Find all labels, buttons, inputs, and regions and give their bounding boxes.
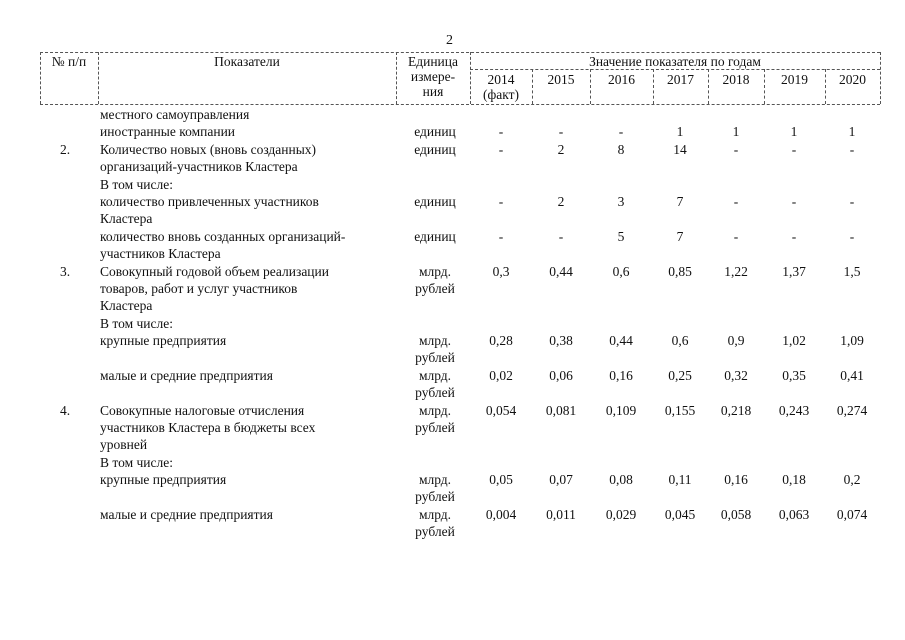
row-indicator-line: количество привлеченных участников [100, 194, 319, 209]
row-value: - [498, 142, 504, 157]
row-value: 0,081 [545, 403, 577, 418]
row-unit-line: млрд. [418, 403, 452, 418]
page-number: 2 [446, 33, 453, 48]
row-unit [400, 367, 470, 401]
row-value: - [498, 194, 504, 209]
header-unit-line: измере- [410, 69, 456, 84]
row-indicator [100, 123, 395, 140]
row-indicator-line: участников Кластера в бюджеты всех [100, 420, 316, 435]
row-value: 0,41 [840, 368, 864, 383]
row-value: 7 [676, 194, 684, 209]
row-number: 2. [60, 142, 71, 157]
row-indicator [100, 471, 395, 488]
row-unit [400, 471, 470, 505]
row-value: 1 [676, 124, 684, 139]
row-indicator-line: В том числе: [100, 177, 173, 192]
row-value: 0,063 [778, 507, 810, 522]
row-value: 0,6 [612, 264, 630, 279]
row-indicator-line: В том числе: [100, 455, 173, 470]
row-value: 7 [676, 229, 684, 244]
row-value: 0,85 [668, 264, 692, 279]
row-value: 0,16 [609, 368, 633, 383]
row-unit-line: рублей [415, 524, 455, 539]
row-unit-line: млрд. [418, 368, 452, 383]
row-indicator [100, 263, 395, 314]
row-indicator [100, 176, 395, 193]
row-indicator-line: Совокупный годовой объем реализации [100, 264, 329, 279]
row-value: 2 [557, 194, 565, 209]
row-value: 1,5 [843, 264, 861, 279]
row-unit-line: млрд. [418, 333, 452, 348]
header-num: № п/п [51, 54, 87, 69]
row-value: 0,243 [778, 403, 810, 418]
row-indicator-line: крупные предприятия [100, 333, 227, 348]
row-value: - [791, 142, 797, 157]
row-unit [400, 193, 470, 210]
row-unit [400, 141, 470, 158]
row-value: 0,004 [485, 507, 517, 522]
row-unit-line: единиц [414, 142, 456, 157]
row-unit-line: рублей [415, 385, 455, 400]
row-indicator [100, 193, 395, 227]
row-indicator-line: малые и средние предприятия [100, 368, 273, 383]
row-unit-line: единиц [414, 194, 456, 209]
row-value: - [558, 229, 564, 244]
row-indicator-line: крупные предприятия [100, 472, 227, 487]
row-value: 0,25 [668, 368, 692, 383]
row-value: - [498, 229, 504, 244]
row-value: 1 [732, 124, 740, 139]
row-value: - [618, 124, 624, 139]
row-value: - [733, 194, 739, 209]
row-value: - [849, 194, 855, 209]
row-value: 1,22 [724, 264, 748, 279]
row-unit-line: млрд. [418, 472, 452, 487]
row-value: 0,08 [609, 472, 633, 487]
row-value: - [791, 194, 797, 209]
row-value: 0,28 [489, 333, 513, 348]
header-year: 2016 [608, 72, 635, 87]
row-unit-line: единиц [414, 229, 456, 244]
row-indicator [100, 454, 395, 471]
row-unit [400, 332, 470, 366]
row-value: 0,2 [843, 472, 861, 487]
header-year-note: (факт) [482, 87, 519, 102]
row-value: 14 [673, 142, 687, 157]
row-value: 0,07 [549, 472, 573, 487]
row-value: - [849, 229, 855, 244]
row-value: 0,045 [664, 507, 696, 522]
row-value: 0,11 [668, 472, 692, 487]
row-number: 3. [60, 264, 71, 279]
row-indicator-line: организаций-участников Кластера [100, 159, 298, 174]
row-indicator [100, 228, 395, 262]
row-value: - [849, 142, 855, 157]
row-value: 0,074 [836, 507, 868, 522]
row-indicator [100, 506, 395, 523]
header-unit-line: ния [422, 84, 444, 99]
header-unit-line: Единица [407, 54, 458, 69]
row-value: 1,09 [840, 333, 864, 348]
row-indicator-line: участников Кластера [100, 246, 221, 261]
row-unit [400, 123, 470, 140]
header-year: 2018 [722, 72, 750, 87]
row-indicator-line: Количество новых (вновь созданных) [100, 142, 317, 157]
row-value: 0,058 [720, 507, 752, 522]
row-value: 0,054 [485, 403, 517, 418]
row-value: - [498, 124, 504, 139]
row-value: 0,02 [489, 368, 513, 383]
row-value: - [558, 124, 564, 139]
row-indicator [100, 367, 395, 384]
row-value: 0,32 [724, 368, 748, 383]
header-unit [396, 54, 470, 99]
row-value: 3 [617, 194, 625, 209]
row-value: - [733, 142, 739, 157]
row-indicator-line: В том числе: [100, 316, 173, 331]
row-unit-line: рублей [415, 420, 455, 435]
header-year [470, 72, 532, 102]
row-unit [400, 263, 470, 297]
row-value: 0,9 [727, 333, 745, 348]
row-indicator-line: товаров, работ и услуг участников [100, 281, 298, 296]
rule-header-bottom [40, 104, 880, 105]
row-value: 5 [617, 229, 625, 244]
row-indicator-line: местного самоуправления [100, 107, 250, 122]
row-indicator-line: уровней [100, 437, 148, 452]
row-indicator-line: иностранные компании [100, 124, 236, 139]
row-value: - [791, 229, 797, 244]
row-unit-line: рублей [415, 350, 455, 365]
row-indicator [100, 106, 395, 123]
row-indicator-line: Кластера [100, 298, 153, 313]
row-value: 0,06 [549, 368, 573, 383]
row-value: 0,35 [782, 368, 806, 383]
row-value: 0,218 [720, 403, 752, 418]
row-unit-line: млрд. [418, 264, 452, 279]
row-value: 1 [848, 124, 856, 139]
row-value: 1,02 [782, 333, 806, 348]
row-value: 0,44 [609, 333, 633, 348]
row-value: 0,44 [549, 264, 573, 279]
row-indicator [100, 315, 395, 332]
row-value: 1 [790, 124, 798, 139]
row-value: 0,16 [724, 472, 748, 487]
col-divider [880, 52, 881, 104]
row-value: 1,37 [782, 264, 806, 279]
row-value: 0,155 [664, 403, 696, 418]
header-indicators: Показатели [214, 54, 280, 69]
row-value: 0,011 [546, 507, 576, 522]
row-value: 2 [557, 142, 565, 157]
row-unit-line: единиц [414, 124, 456, 139]
header-year-label: 2014 [487, 72, 515, 87]
header-year: 2015 [547, 72, 575, 87]
row-value: 0,3 [492, 264, 510, 279]
header-year: 2017 [667, 72, 694, 87]
row-indicator [100, 141, 395, 175]
row-indicator-line: Кластера [100, 211, 153, 226]
row-unit-line: млрд. [418, 507, 452, 522]
row-indicator [100, 402, 395, 453]
row-value: 0,029 [605, 507, 637, 522]
row-value: 0,6 [671, 333, 689, 348]
row-value: 0,38 [549, 333, 573, 348]
row-indicator-line: количество вновь созданных организаций- [100, 229, 346, 244]
row-indicator [100, 332, 395, 349]
row-unit-line: рублей [415, 281, 455, 296]
row-number: 4. [60, 403, 71, 418]
row-unit [400, 506, 470, 540]
row-value: 0,274 [836, 403, 868, 418]
row-value: 8 [617, 142, 625, 157]
rule-top [40, 52, 880, 53]
header-year: 2020 [839, 72, 866, 87]
row-value: 0,18 [782, 472, 806, 487]
header-year: 2019 [781, 72, 808, 87]
row-indicator-line: Совокупные налоговые отчисления [100, 403, 305, 418]
row-value: - [733, 229, 739, 244]
row-unit [400, 402, 470, 436]
header-values-by-year: Значение показателя по годам [589, 54, 761, 69]
row-indicator-line: малые и средние предприятия [100, 507, 273, 522]
row-unit-line: рублей [415, 489, 455, 504]
row-value: 0,05 [489, 472, 513, 487]
row-value: 0,109 [605, 403, 637, 418]
row-unit [400, 228, 470, 245]
